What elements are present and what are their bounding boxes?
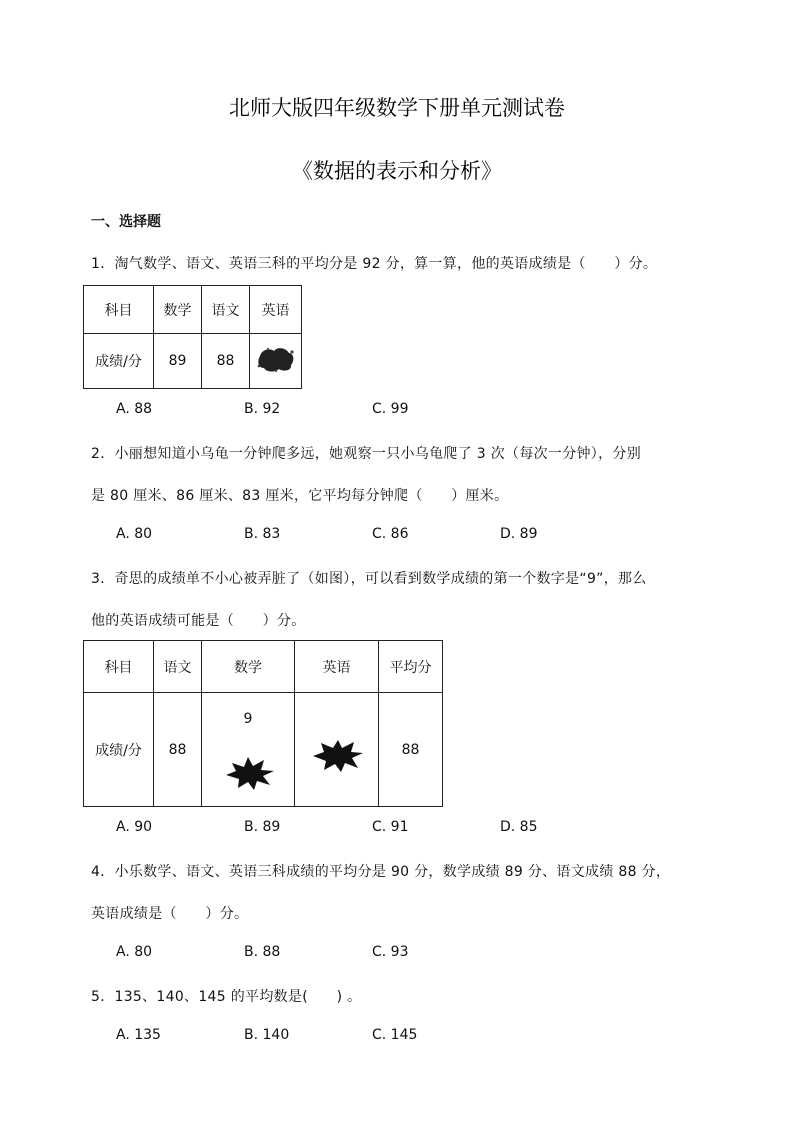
page-subtitle: 《数据的表示和分析》 xyxy=(292,159,502,183)
table-header-subject: 科目 xyxy=(84,641,154,693)
ink-splat-icon xyxy=(224,755,276,791)
table-header-english: 英语 xyxy=(295,641,379,693)
table-cell-chinese-score: 88 xyxy=(202,334,250,389)
question-3-line-1: 3．奇思的成绩单不小心被弄脏了（如图），可以看到数学成绩的第一个数字是“9”，那么 xyxy=(91,571,647,587)
ink-splat-icon xyxy=(312,739,364,773)
table-cell-average-score: 88 xyxy=(379,693,443,807)
q2-option-c[interactable]: C. 86 xyxy=(372,526,409,542)
table-cell-chinese-score: 88 xyxy=(154,693,202,807)
ink-smudge-icon xyxy=(256,344,296,374)
question-3-score-table xyxy=(83,640,443,807)
table-cell-english-smudged xyxy=(250,334,302,389)
table-header-chinese: 语文 xyxy=(154,641,202,693)
q5-option-c[interactable]: C. 145 xyxy=(372,1027,418,1043)
table-cell-math-smudged xyxy=(202,693,295,807)
table-header-math: 数学 xyxy=(154,286,202,334)
question-1-text: 1．淘气数学、语文、英语三科的平均分是 92 分，算一算，他的英语成绩是（ ）分。 xyxy=(91,256,658,272)
q2-option-b[interactable]: B. 83 xyxy=(244,526,281,542)
question-4-line-2: 英语成绩是（ ）分。 xyxy=(91,906,249,922)
table-header-subject: 科目 xyxy=(84,286,154,334)
table-header-chinese: 语文 xyxy=(202,286,250,334)
q1-option-a[interactable]: A. 88 xyxy=(116,401,153,417)
q2-option-a[interactable]: A. 80 xyxy=(116,526,153,542)
question-5-text: 5．135、140、145 的平均数是( ) 。 xyxy=(91,989,362,1005)
table-cell-english-smudged xyxy=(295,693,379,807)
table-header-average: 平均分 xyxy=(379,641,443,693)
q4-option-c[interactable]: C. 93 xyxy=(372,944,409,960)
q3-option-d[interactable]: D. 85 xyxy=(500,819,538,835)
q2-option-d[interactable]: D. 89 xyxy=(500,526,538,542)
q5-option-a[interactable]: A. 135 xyxy=(116,1027,161,1043)
q4-option-a[interactable]: A. 80 xyxy=(116,944,153,960)
q5-option-b[interactable]: B. 140 xyxy=(244,1027,290,1043)
q3-option-a[interactable]: A. 90 xyxy=(116,819,153,835)
q1-option-b[interactable]: B. 92 xyxy=(244,401,281,417)
table-header-english: 英语 xyxy=(250,286,302,334)
q3-option-c[interactable]: C. 91 xyxy=(372,819,409,835)
section-heading: 一、选择题 xyxy=(91,214,161,230)
table-row-label: 成绩/分 xyxy=(84,693,154,807)
q3-option-b[interactable]: B. 89 xyxy=(244,819,281,835)
q1-option-c[interactable]: C. 99 xyxy=(372,401,409,417)
question-4-line-1: 4．小乐数学、语文、英语三科成绩的平均分是 90 分，数学成绩 89 分、语文成绩 88 分， xyxy=(91,864,671,880)
table-header-math: 数学 xyxy=(202,641,295,693)
question-2-line-1: 2．小丽想知道小乌龟一分钟爬多远，她观察一只小乌龟爬了 3 次（每次一分钟），分别 xyxy=(91,446,642,462)
question-3-line-2: 他的英语成绩可能是（ ）分。 xyxy=(91,613,306,629)
table-cell-math-score: 89 xyxy=(154,334,202,389)
page-title: 北师大版四年级数学下册单元测试卷 xyxy=(229,96,565,120)
question-1-score-table xyxy=(83,285,302,389)
math-visible-digit: 9 xyxy=(243,711,253,727)
question-2-line-2: 是 80 厘米、86 厘米、83 厘米，它平均每分钟爬（ ）厘米。 xyxy=(91,488,509,504)
q4-option-b[interactable]: B. 88 xyxy=(244,944,281,960)
table-row-label: 成绩/分 xyxy=(84,334,154,389)
